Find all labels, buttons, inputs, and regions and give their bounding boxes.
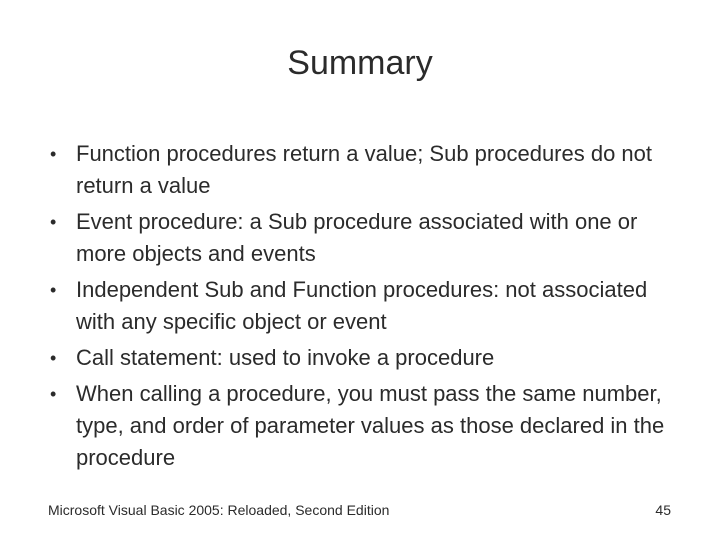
slide-title: Summary — [287, 44, 433, 82]
footer-book-title: Microsoft Visual Basic 2005: Reloaded, Second Edition — [48, 502, 390, 518]
bullet-text: Independent Sub and Function procedures: not associated with any specific object or event — [76, 277, 648, 334]
bullet-icon: • — [50, 280, 57, 300]
footer-page-number: 45 — [655, 502, 671, 518]
bullet-icon: • — [50, 212, 57, 232]
bullet-item — [44, 274, 684, 338]
bullet-item — [44, 206, 684, 270]
bullet-list — [44, 138, 684, 478]
bullet-icon: • — [50, 144, 57, 164]
bullet-text: When calling a procedure, you must pass the same number, type, and order of parameter values as those declared in the procedure — [76, 381, 665, 470]
bullet-text: Call statement: used to invoke a procedure — [76, 345, 495, 370]
bullet-icon: • — [50, 384, 57, 404]
bullet-item — [44, 138, 684, 202]
bullet-text: Function procedures return a value; Sub procedures do not return a value — [76, 141, 653, 198]
bullet-item — [44, 378, 684, 474]
bullet-item — [44, 342, 684, 374]
bullet-icon: • — [50, 348, 57, 368]
bullet-text: Event procedure: a Sub procedure associated with one or more objects and events — [76, 209, 638, 266]
